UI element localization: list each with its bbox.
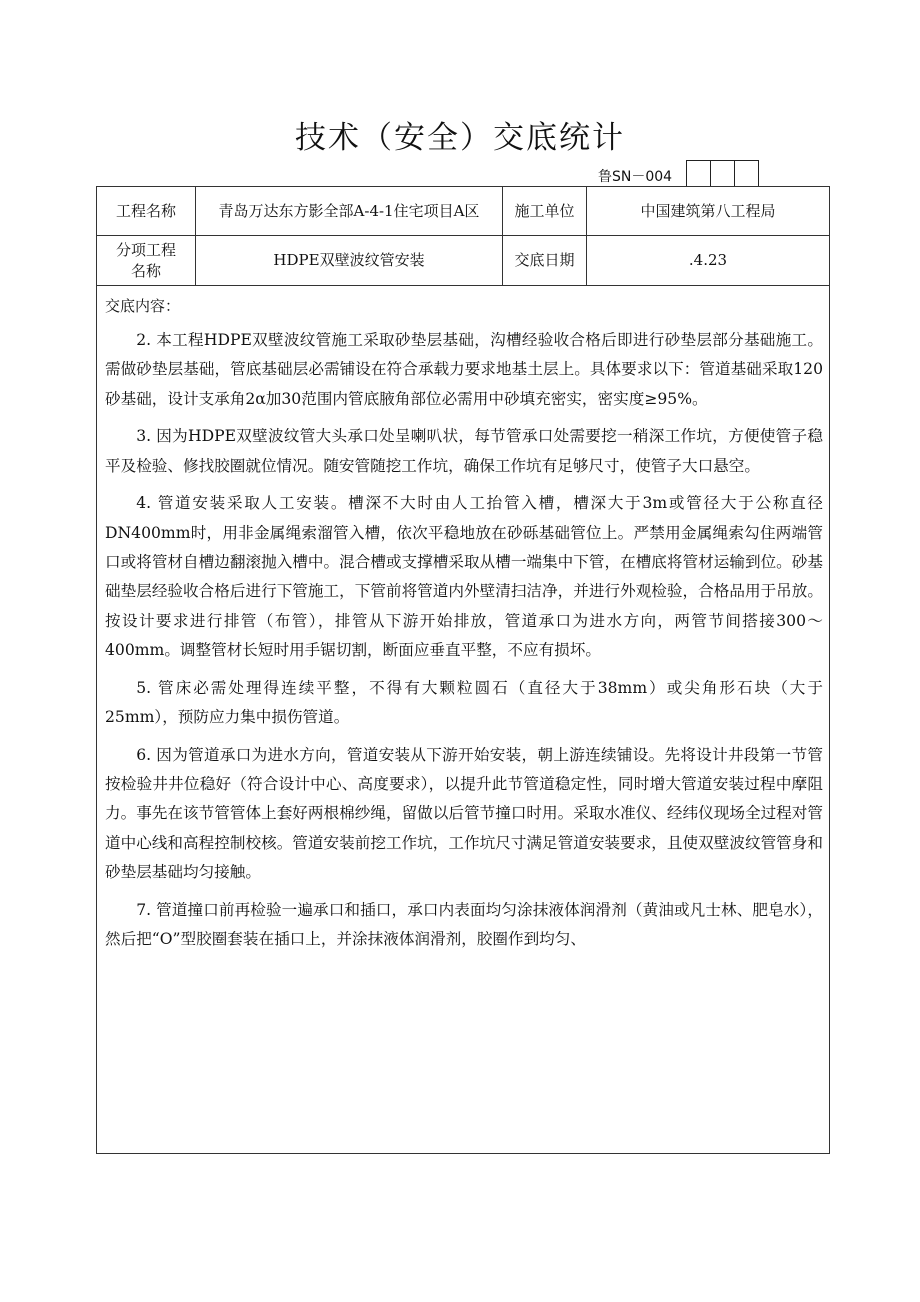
document-title: 技术（安全）交底统计 xyxy=(295,120,625,156)
content-body xyxy=(105,326,823,963)
content-paragraph-3: 3. 因为HDPE双壁波纹管大头承口处呈喇叭状，每节管承口处需要挖一稍深工作坑，方便使管子稳平及检验、修找胶圈就位情况。随安管随挖工作坑，确保工作坑有足够尺寸，使管子大口悬空。 xyxy=(105,427,823,475)
disclosure-date-label: 交底日期 xyxy=(514,251,575,269)
content-paragraph-2: 2. 本工程HDPE双壁波纹管施工采取砂垫层基础，沟槽经验收合格后即进行砂垫层部分基础施工。需做砂垫层基础，管底基础层必需铺设在符合承载力要求地基土层上。具体要求以下：管道基础采取120砂基础，设计支承角2α加30范围内管底腋角部位必需用中砂填充密实，密实度≥95%。 xyxy=(105,331,823,408)
construction-unit-label: 施工单位 xyxy=(514,201,575,220)
sub-item-label: 分项工程名称 xyxy=(115,240,176,280)
project-name-value: 青岛万达东方影全部A-4-1住宅项目A区 xyxy=(218,201,480,220)
project-name-label: 工程名称 xyxy=(115,201,176,220)
sub-item-value: HDPE双壁波纹管安装 xyxy=(273,251,425,269)
construction-unit-value: 中国建筑第八工程局 xyxy=(640,201,776,220)
document-code: 鲁SN－004 xyxy=(598,169,673,185)
code-box-2 xyxy=(710,160,735,186)
disclosure-table xyxy=(96,186,830,1154)
content-paragraph-7: 7. 管道撞口前再检验一遍承口和插口，承口内表面均匀涂抹液体润滑剂（黄油或凡士林、肥皂水），然后把“O”型胶圈套装在插口上，并涂抹液体润滑剂，胶圈作到均匀、 xyxy=(105,900,823,949)
row-divider xyxy=(97,285,829,286)
content-paragraph-6: 6. 因为管道承口为进水方向，管道安装从下游开始安装，朝上游连续铺设。先将设计井段第一节管按检验井井位稳好（符合设计中心、高度要求），以提升此节管道稳定性，同时增大管道安装过程中摩阻力。事先在该节管管体上套好两根棉纱绳，留做以后管节撞口时用。采取水准仪、经纬仪现场全过程对管道中心线和高程控制校核。管道安装前挖工作坑，工作坑尺寸满足管道安装要求，且使双壁波纹管管身和砂垫层基础均匀接触。 xyxy=(105,745,823,882)
code-box-1 xyxy=(686,160,711,186)
content-paragraph-5: 5. 管床必需处理得连续平整，不得有大颗粒圆石（直径大于38mm）或尖角形石块（大于25mm），预防应力集中损伤管道。 xyxy=(105,678,823,727)
disclosure-date-value: .4.23 xyxy=(688,251,728,269)
content-paragraph-4: 4. 管道安装采取人工安装。槽深不大时由人工抬管入槽，槽深大于3m或管径大于公称直径DN400mm时，用非金属绳索溜管入槽，依次平稳地放在砂砾基础管位上。严禁用金属绳索勾住两端管口或将管材自槽边翻滚抛入槽中。混合槽或支撑槽采取从槽一端集中下管，在槽底将管材运输到位。砂基础垫层经验收合格后进行下管施工，下管前将管道内外壁清扫洁净，并进行外观检验，合格品用于吊放。按设计要求进行排管（布管），排管从下游开始排放，管道承口为进水方向，两管节间搭接300～400mm。调整管材长短时用手锯切割，断面应垂直平整，不应有损坏。 xyxy=(105,494,823,659)
content-label: 交底内容： xyxy=(105,297,181,315)
code-box-3 xyxy=(734,160,759,186)
